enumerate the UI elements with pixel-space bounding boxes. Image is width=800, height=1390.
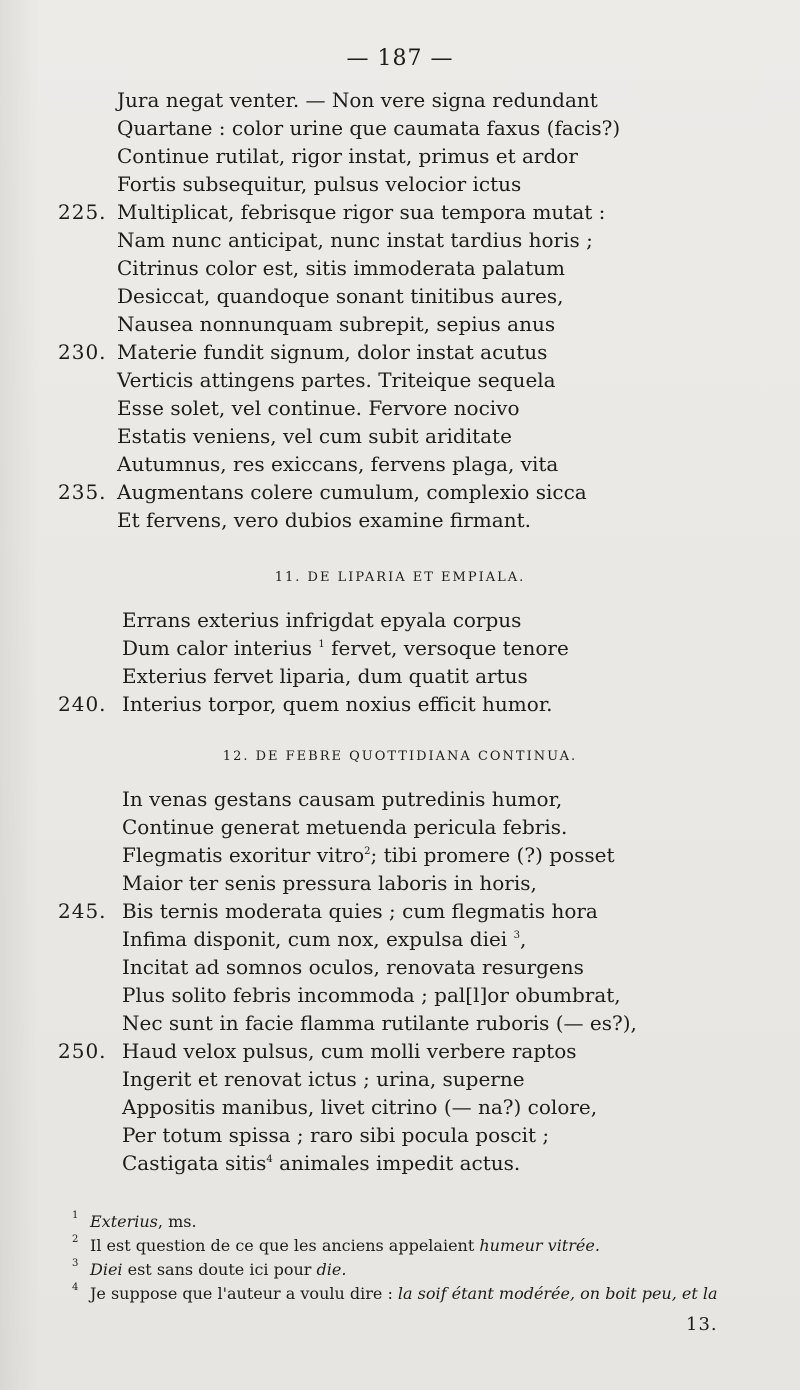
verse-line	[0, 142, 800, 170]
verse-text: Estatis veniens, vel cum subit ariditate	[117, 424, 512, 448]
verse-text: Infima disponit, cum nox, expulsa diei $^3$,	[122, 927, 527, 951]
verse-text: Desiccat, quandoque sonant tinitibus aures,	[117, 284, 564, 308]
catchword: 13.	[686, 1314, 718, 1335]
verse-text: Interius torpor, quem noxius efficit humor.	[122, 692, 553, 716]
verse-text: Autumnus, res exiccans, fervens plaga, vita	[117, 452, 559, 476]
verse-text: Continue rutilat, rigor instat, primus et ardor	[117, 144, 578, 168]
verse-block-c	[0, 785, 800, 1177]
verse-line	[0, 813, 800, 841]
verse-line	[0, 226, 800, 254]
footnote	[0, 1258, 800, 1282]
verse-line	[0, 662, 800, 690]
line-number: 225.	[58, 200, 107, 224]
footnote-text: Il est question de ce que les anciens appelaient humeur vitrée.	[90, 1236, 600, 1255]
verse-text: Errans exterius infrigdat epyala corpus	[122, 608, 522, 632]
verse-text: Ingerit et renovat ictus ; urina, superne	[122, 1067, 525, 1091]
footnote	[0, 1282, 800, 1306]
verse-text: Multiplicat, febrisque rigor sua tempora mutat :	[117, 200, 606, 224]
footnote-mark: 2	[72, 1234, 79, 1245]
verse-line	[0, 925, 800, 953]
verse-line	[0, 506, 800, 534]
verse-line	[0, 86, 800, 114]
verse-text: Fortis subsequitur, pulsus velocior ictus	[117, 172, 522, 196]
verse-line	[0, 606, 800, 634]
footnote-ref: 1	[318, 639, 325, 650]
footnote	[0, 1234, 800, 1258]
verse-line	[0, 785, 800, 813]
verse-block-b	[0, 606, 800, 718]
footnote-text: Diei est sans doute ici pour die.	[90, 1260, 347, 1279]
verse-line	[0, 897, 800, 925]
footnote-mark: 3	[72, 1258, 79, 1269]
verse-text: Esse solet, vel continue. Fervore nocivo	[117, 396, 520, 420]
verse-line	[0, 338, 800, 366]
verse-line	[0, 841, 800, 869]
verse-line	[0, 198, 800, 226]
verse-text: Castigata sitis$^4$ animales impedit actus.	[122, 1151, 521, 1175]
line-number: 245.	[58, 899, 107, 923]
verse-text: Et fervens, vero dubios examine firmant.	[117, 508, 531, 532]
verse-text: Citrinus color est, sitis immoderata palatum	[117, 256, 565, 280]
verse-text: Augmentans colere cumulum, complexio sicca	[117, 480, 587, 504]
verse-text: Nausea nonnunquam subrepit, sepius anus	[117, 312, 556, 336]
verse-line	[0, 310, 800, 338]
verse-line	[0, 254, 800, 282]
verse-line	[0, 1149, 800, 1177]
verse-text: Maior ter senis pressura laboris in horis,	[122, 871, 537, 895]
verse-block-a	[0, 86, 800, 534]
verse-line	[0, 1009, 800, 1037]
verse-text: Nec sunt in facie flamma rutilante ruboris (— es?),	[122, 1011, 637, 1035]
verse-line	[0, 690, 800, 718]
verse-text: Quartane : color urine que caumata faxus (facis?)	[117, 116, 621, 140]
footnote-text: Je suppose que l'auteur a voulu dire : la soif étant modérée, on boit peu, et la	[90, 1284, 718, 1303]
verse-line	[0, 1121, 800, 1149]
verse-text: Bis ternis moderata quies ; cum flegmatis hora	[122, 899, 598, 923]
verse-text: Haud velox pulsus, cum molli verbere raptos	[122, 1039, 577, 1063]
verse-line	[0, 634, 800, 662]
line-number: 235.	[58, 480, 107, 504]
verse-line	[0, 282, 800, 310]
verse-text: Flegmatis exoritur vitro$^2$; tibi promere (?) posset	[122, 843, 615, 867]
footnote	[0, 1210, 800, 1234]
verse-text: In venas gestans causam putredinis humor,	[122, 787, 563, 811]
verse-line	[0, 981, 800, 1009]
verse-line	[0, 366, 800, 394]
verse-text: Exterius fervet liparia, dum quatit artus	[122, 664, 528, 688]
line-number: 230.	[58, 340, 107, 364]
verse-text: Appositis manibus, livet citrino (— na?) colore,	[122, 1095, 598, 1119]
verse-line	[0, 450, 800, 478]
footnote-mark: 1	[72, 1210, 79, 1221]
verse-line	[0, 394, 800, 422]
footnote-ref: 2	[364, 846, 371, 857]
section-heading-12: 12. DE FEBRE QUOTTIDIANA CONTINUA.	[222, 749, 578, 764]
verse-text: Plus solito febris incommoda ; pal[l]or obumbrat,	[122, 983, 621, 1007]
verse-text: Verticis attingens partes. Triteique sequela	[117, 368, 556, 392]
footnote-ref: 3	[513, 930, 520, 941]
verse-line	[0, 869, 800, 897]
footnote-mark: 4	[72, 1282, 79, 1293]
line-number: 240.	[58, 692, 107, 716]
line-number: 250.	[58, 1039, 107, 1063]
verse-line	[0, 1065, 800, 1093]
verse-text: Nam nunc anticipat, nunc instat tardius horis ;	[117, 228, 593, 252]
footnotes	[0, 1210, 800, 1306]
verse-line	[0, 114, 800, 142]
verse-text: Dum calor interius $^1$ fervet, versoque tenore	[122, 636, 569, 660]
verse-line	[0, 1093, 800, 1121]
verse-line	[0, 170, 800, 198]
verse-text: Jura negat venter. — Non vere signa redundant	[117, 88, 598, 112]
page-number: — 187 —	[346, 46, 454, 71]
verse-line	[0, 953, 800, 981]
verse-text: Materie fundit signum, dolor instat acutus	[117, 340, 548, 364]
verse-line	[0, 422, 800, 450]
footnote-ref: 4	[266, 1154, 273, 1165]
section-heading-11: 11. DE LIPARIA ET EMPIALA.	[274, 570, 526, 585]
verse-text: Incitat ad somnos oculos, renovata resurgens	[122, 955, 584, 979]
footnote-text: Exterius, ms.	[90, 1212, 197, 1231]
verse-text: Continue generat metuenda pericula febris.	[122, 815, 568, 839]
verse-line	[0, 1037, 800, 1065]
verse-line	[0, 478, 800, 506]
verse-text: Per totum spissa ; raro sibi pocula poscit ;	[122, 1123, 550, 1147]
